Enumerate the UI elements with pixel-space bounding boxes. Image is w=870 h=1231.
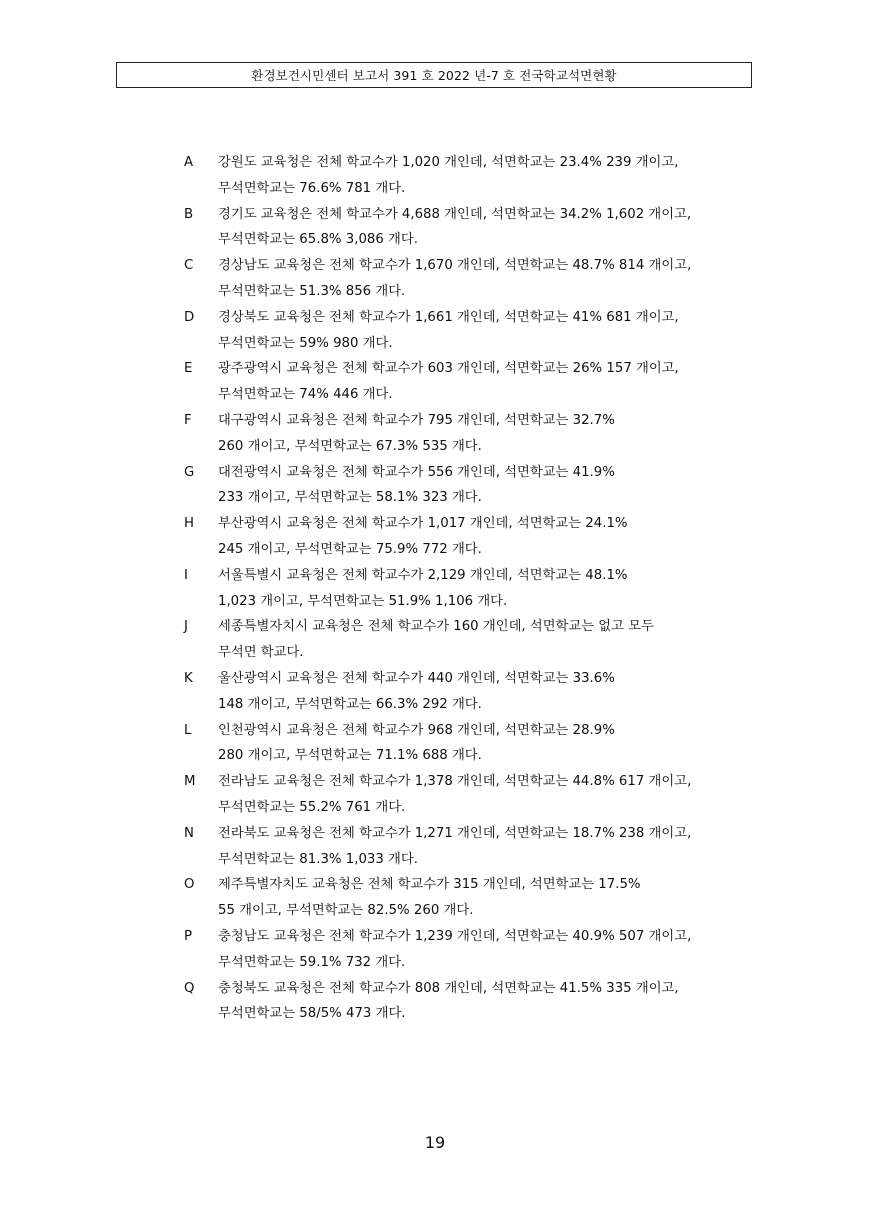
list-item-line: 인천광역시 교육청은 전체 학교수가 968 개인데, 석면학교는 28.9% — [218, 722, 615, 738]
list-item-letter: N — [184, 825, 194, 841]
list-item-text — [218, 718, 764, 770]
list-item — [184, 460, 764, 512]
list-item-line: 경기도 교육청은 전체 학교수가 4,688 개인데, 석면학교는 34.2% 1,602 개이고, — [218, 206, 692, 222]
list-item-text — [218, 614, 764, 666]
list-item-text — [218, 872, 764, 924]
list-item-line: 대구광역시 교육청은 전체 학교수가 795 개인데, 석면학교는 32.7% — [218, 412, 615, 428]
list-item-letter: P — [184, 928, 193, 944]
list-item-text — [218, 150, 764, 202]
list-item-line: 233 개이고, 무석면학교는 58.1% 323 개다. — [218, 490, 482, 506]
list-item-line: 260 개이고, 무석면학교는 67.3% 535 개다. — [218, 438, 482, 454]
list-item-line: 대전광역시 교육청은 전체 학교수가 556 개인데, 석면학교는 41.9% — [218, 464, 615, 480]
list-item-letter: M — [184, 774, 196, 790]
list-item-line: 280 개이고, 무석면학교는 71.1% 688 개다. — [218, 748, 482, 764]
list-item-text — [218, 563, 764, 615]
list-item-text — [218, 666, 764, 718]
list-item-line: 경상남도 교육청은 전체 학교수가 1,670 개인데, 석면학교는 48.7% 814 개이고, — [218, 258, 692, 274]
list-item-text — [218, 976, 764, 1028]
list-item — [184, 356, 764, 408]
list-item — [184, 976, 764, 1028]
list-item-line: 245 개이고, 무석면학교는 75.9% 772 개다. — [218, 541, 482, 557]
list-item — [184, 253, 764, 305]
list-item-text — [218, 356, 764, 408]
list-item-line: 무석면학교는 58/5% 473 개다. — [218, 1006, 406, 1022]
list-item-letter: I — [184, 567, 188, 583]
list-item-line: 세종특별자치시 교육청은 전체 학교수가 160 개인데, 석면학교는 없고 모두 — [218, 619, 654, 635]
list-item — [184, 408, 764, 460]
list-item-line: 무석면학교는 55.2% 761 개다. — [218, 799, 406, 815]
list-item — [184, 305, 764, 357]
list-item-line: 충청북도 교육청은 전체 학교수가 808 개인데, 석면학교는 41.5% 335 개이고, — [218, 980, 679, 996]
list-item-text — [218, 202, 764, 254]
list-item-letter: Q — [184, 980, 195, 996]
header-title: 환경보건시민센터 보고서 391 호 2022 년-7 호 전국학교석면현황 — [251, 68, 617, 83]
list-item-text — [218, 305, 764, 357]
list-item — [184, 563, 764, 615]
list-item-line: 무석면학교는 65.8% 3,086 개다. — [218, 232, 418, 248]
list-item-line: 광주광역시 교육청은 전체 학교수가 603 개인데, 석면학교는 26% 157 개이고, — [218, 361, 679, 377]
list-item-line: 제주특별자치도 교육청은 전체 학교수가 315 개인데, 석면학교는 17.5% — [218, 877, 641, 893]
list-item — [184, 666, 764, 718]
list-item-line: 무석면학교는 51.3% 856 개다. — [218, 283, 406, 299]
list-item-letter: K — [184, 670, 193, 686]
list-item-letter: A — [184, 155, 194, 170]
list-item-letter: C — [184, 258, 194, 274]
list-item-line: 1,023 개이고, 무석면학교는 51.9% 1,106 개다. — [218, 593, 508, 609]
list-item — [184, 511, 764, 563]
list-item-letter: B — [184, 206, 194, 222]
entry-list — [184, 150, 764, 1027]
list-item-line: 148 개이고, 무석면학교는 66.3% 292 개다. — [218, 696, 482, 712]
list-item-letter: J — [184, 619, 188, 635]
list-item-line: 울산광역시 교육청은 전체 학교수가 440 개인데, 석면학교는 33.6% — [218, 670, 615, 686]
list-item-line: 부산광역시 교육청은 전체 학교수가 1,017 개인데, 석면학교는 24.1% — [218, 516, 628, 532]
list-item — [184, 202, 764, 254]
list-item-letter: F — [184, 412, 192, 428]
list-item-letter: G — [184, 464, 195, 480]
list-item-line: 무석면학교는 76.6% 781 개다. — [218, 180, 406, 196]
list-item — [184, 924, 764, 976]
page-number: 19 — [424, 1133, 446, 1152]
list-item-line: 무석면학교는 81.3% 1,033 개다. — [218, 851, 418, 867]
list-item-line: 무석면학교는 59.1% 732 개다. — [218, 954, 406, 970]
list-item-letter: O — [184, 877, 195, 893]
list-item-text — [218, 408, 764, 460]
list-item — [184, 769, 764, 821]
list-item — [184, 150, 764, 202]
list-item-line: 강원도 교육청은 전체 학교수가 1,020 개인데, 석면학교는 23.4% 239 개이고, — [218, 155, 679, 170]
document-header — [116, 62, 752, 88]
list-item-text — [218, 769, 764, 821]
list-item-letter: H — [184, 516, 194, 532]
list-item-line: 서울특별시 교육청은 전체 학교수가 2,129 개인데, 석면학교는 48.1% — [218, 567, 628, 583]
list-item-text — [218, 253, 764, 305]
list-item-letter: L — [184, 722, 192, 738]
list-item-line: 충청남도 교육청은 전체 학교수가 1,239 개인데, 석면학교는 40.9% 507 개이고, — [218, 928, 692, 944]
list-item-line: 무석면학교는 74% 446 개다. — [218, 387, 393, 403]
list-item-line: 55 개이고, 무석면학교는 82.5% 260 개다. — [218, 903, 474, 919]
list-item-letter: D — [184, 309, 195, 325]
list-item-text — [218, 511, 764, 563]
list-item-line: 경상북도 교육청은 전체 학교수가 1,661 개인데, 석면학교는 41% 681 개이고, — [218, 309, 679, 325]
list-item-line: 전라북도 교육청은 전체 학교수가 1,271 개인데, 석면학교는 18.7% 238 개이고, — [218, 825, 692, 841]
list-item-line: 전라남도 교육청은 전체 학교수가 1,378 개인데, 석면학교는 44.8% 617 개이고, — [218, 774, 692, 790]
list-item-text — [218, 460, 764, 512]
list-item-text — [218, 924, 764, 976]
list-item — [184, 821, 764, 873]
list-item — [184, 872, 764, 924]
list-item — [184, 718, 764, 770]
list-item-text — [218, 821, 764, 873]
list-item-letter: E — [184, 361, 193, 377]
list-item-line: 무석면학교는 59% 980 개다. — [218, 335, 393, 351]
list-item — [184, 614, 764, 666]
list-item-line: 무석면 학교다. — [218, 645, 304, 661]
